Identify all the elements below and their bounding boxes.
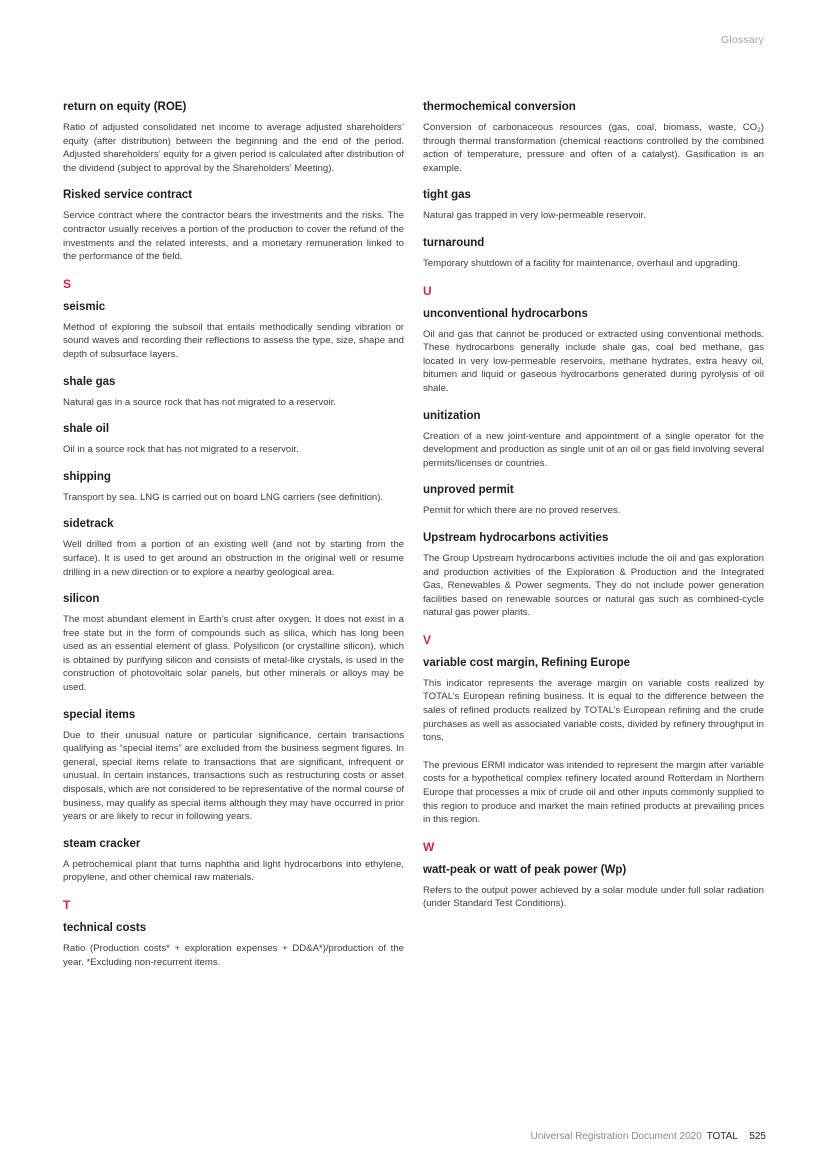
section-letter-s: S: [63, 276, 72, 291]
term-heading: seismic: [63, 300, 106, 313]
footer-brand: TOTAL: [706, 1131, 738, 1142]
glossary-entry-silicon: [63, 592, 404, 695]
page-footer: [531, 1131, 766, 1142]
term-heading: thermochemical conversion: [423, 101, 576, 113]
term-heading: special items: [63, 708, 136, 721]
term-definition: Natural gas in a source rock that has not migrated to a reservoir.: [63, 396, 337, 408]
term-definition: Ratio of adjusted consolidated net income to average adjusted shareholders’ equity (after distribution) between the beginning and the end of the period. Adjusted shareholders’ equity for a given period is calculated after distribution of the dividend (subject to approval by the Shareholders’ Meeting).: [63, 122, 404, 174]
term-heading: unproved permit: [423, 484, 514, 497]
glossary-entry-unitization: [423, 409, 764, 471]
term-heading: sidetrack: [63, 518, 114, 531]
term-definition: The most abundant element in Earth’s crust after oxygen. It does not exist in a free state but in the form of compounds such as silica, which has long been used as an essential element of glass. Polysilicon (or crystalline silicon), which is obtained by purifying silicon and consists of metal-like crystals, is used in the construction of photovoltaic solar panels, but other minerals or alloys may be used.: [63, 614, 404, 694]
term-heading: Upstream hydrocarbons activities: [423, 531, 609, 544]
glossary-entry-tight-gas: [423, 188, 764, 223]
term-heading: variable cost margin, Refining Europe: [423, 656, 631, 669]
term-heading: silicon: [63, 593, 100, 606]
term-definition: Service contract where the contractor bears the investments and the risks. The contractor usually receives a portion of the production to cover the refund of the investments and the related interests, and a monetary remuneration linked to the performance of the field.: [63, 210, 404, 263]
glossary-entry-technical-costs: [63, 921, 404, 969]
glossary-entry-turnaround: [423, 236, 764, 271]
glossary-entry-unproved-permit: [423, 483, 764, 518]
term-definition: Due to their unusual nature or particular significance, certain transactions qualifying as “special items” are excluded from the business segment figures. In general, special items relate to transactions that are significant, infrequent or unusual. In certain instances, transactions such as restructuring costs or asset disposals, which are not considered to be representative of the normal course of business, may qualify as special items although they may have occurred in prior years or are likely to recur in following years.: [63, 729, 404, 823]
term-heading: shale gas: [63, 375, 116, 388]
footer-document-title: Universal Registration Document 2020: [530, 1131, 702, 1142]
term-definition: Oil and gas that cannot be produced or extracted using conventional methods. These hydrocarbons generally include shale gas, coal bed methane, gas located in very low-permeable reservoirs, methane hydrates, extra heavy oil, bitumen and liquid or gaseous hydrocarbons generated during pyrolysis of oil shale.: [423, 328, 764, 394]
term-heading: shale oil: [63, 423, 110, 436]
glossary-entry-variable-cost-margin: [423, 656, 764, 827]
term-definition: Ratio (Production costs* + exploration expenses + DD&A*)/production of the year. *Excluding non-recurrent items.: [63, 943, 404, 968]
section-letter-v: V: [423, 632, 432, 647]
definition-text: Conversion of carbonaceous resources (gas, coal, biomass, waste, CO: [423, 122, 758, 133]
section-letter-w: W: [423, 839, 435, 854]
glossary-entry-thermochemical-conversion: [423, 100, 764, 175]
term-definition: The Group Upstream hydrocarbons activities include the oil and gas exploration and production activities of the Exploration & Production and the Integrated Gas, Renewables & Power segments. They do not include power generation facilities based on renewable sources or natural gas such as combined-cycle natural gas power plants.: [423, 552, 764, 619]
term-definition: Well drilled from a portion of an existing well (and not by starting from the surface). It is used to get around an obstruction in the original well or resume drilling in a new direction or to explore a nearby geological area.: [63, 539, 404, 578]
term-definition: Method of exploring the subsoil that entails methodically sending vibration or sound waves and recording their reflections to assess the type, size, shape and depth of subsurface layers.: [63, 321, 404, 360]
glossary-entry-roe: [63, 100, 404, 175]
glossary-entry-risked-service-contract: [63, 188, 404, 263]
term-heading: unconventional hydrocarbons: [423, 307, 588, 320]
term-heading: steam cracker: [63, 837, 141, 850]
term-definition-continued: The previous ERMI indicator was intended to represent the margin after variable costs for a hypothetical complex refinery located around Rotterdam in Northern Europe that processes a mix of crude oil and other inputs commonly supplied to this region to produce and market the main refined products at prevailing prices in this region.: [423, 759, 764, 826]
term-definition: Creation of a new joint-venture and appointment of a single operator for the development and production as single unit of an oil or gas field involving several permits/licenses or countries.: [423, 430, 764, 469]
term-definition: This indicator represents the average margin on variable costs realized by TOTAL’s European refining business. It is equal to the difference between the sales of refined products realized by TOTAL’s European refining and the crude purchases as well as associated variable costs, divided by refinery throughput in tons.: [423, 677, 764, 744]
page-number: 525: [749, 1131, 766, 1142]
left-column: [63, 100, 404, 982]
definition-text: ) through thermal transformation (chemical reactions controlled by the combined action of temperature, pressure and often of a catalyst). Gasification is an example.: [423, 122, 764, 174]
term-definition: Transport by sea. LNG is carried out on board LNG carriers (see definition).: [63, 491, 384, 503]
term-heading: unitization: [423, 409, 481, 422]
term-definition: A petrochemical plant that turns naphtha and light hydrocarbons into ethylene, propylene, and other chemical raw materials.: [63, 858, 404, 884]
term-definition: Refers to the output power achieved by a solar module under full solar radiation (under Standard Test Conditions).: [423, 884, 764, 910]
term-heading: return on equity (ROE): [63, 101, 187, 113]
glossary-entry-shale-oil: [63, 422, 404, 457]
term-heading: technical costs: [63, 922, 147, 934]
term-heading: shipping: [63, 470, 111, 483]
glossary-entry-steam-cracker: [63, 837, 404, 885]
section-letter-u: U: [423, 283, 432, 298]
glossary-entry-special-items: [63, 708, 404, 824]
term-definition: Natural gas trapped in very low-permeable reservoir.: [423, 210, 646, 222]
term-definition: Temporary shutdown of a facility for maintenance, overhaul and upgrading.: [423, 257, 741, 269]
term-heading: Risked service contract: [63, 189, 193, 202]
glossary-entry-watt-peak: [423, 863, 764, 911]
glossary-entry-upstream-hydrocarbons-activities: [423, 531, 764, 620]
subscript: 2: [757, 127, 761, 134]
term-heading: watt-peak or watt of peak power (Wp): [423, 863, 627, 876]
glossary-entry-seismic: [63, 300, 404, 362]
glossary-entry-sidetrack: [63, 517, 404, 579]
term-definition: Oil in a source rock that has not migrated to a reservoir.: [63, 444, 299, 456]
right-column: [423, 100, 764, 924]
section-letter-t: T: [63, 898, 71, 912]
glossary-entry-shale-gas: [63, 375, 404, 410]
running-header-section: Glossary: [720, 34, 764, 46]
glossary-entry-shipping: [63, 470, 404, 505]
term-heading: tight gas: [423, 189, 471, 202]
term-definition: [423, 121, 764, 175]
term-heading: turnaround: [423, 236, 485, 249]
glossary-entry-unconventional-hydrocarbons: [423, 307, 764, 396]
term-definition: Permit for which there are no proved reserves.: [423, 505, 621, 517]
